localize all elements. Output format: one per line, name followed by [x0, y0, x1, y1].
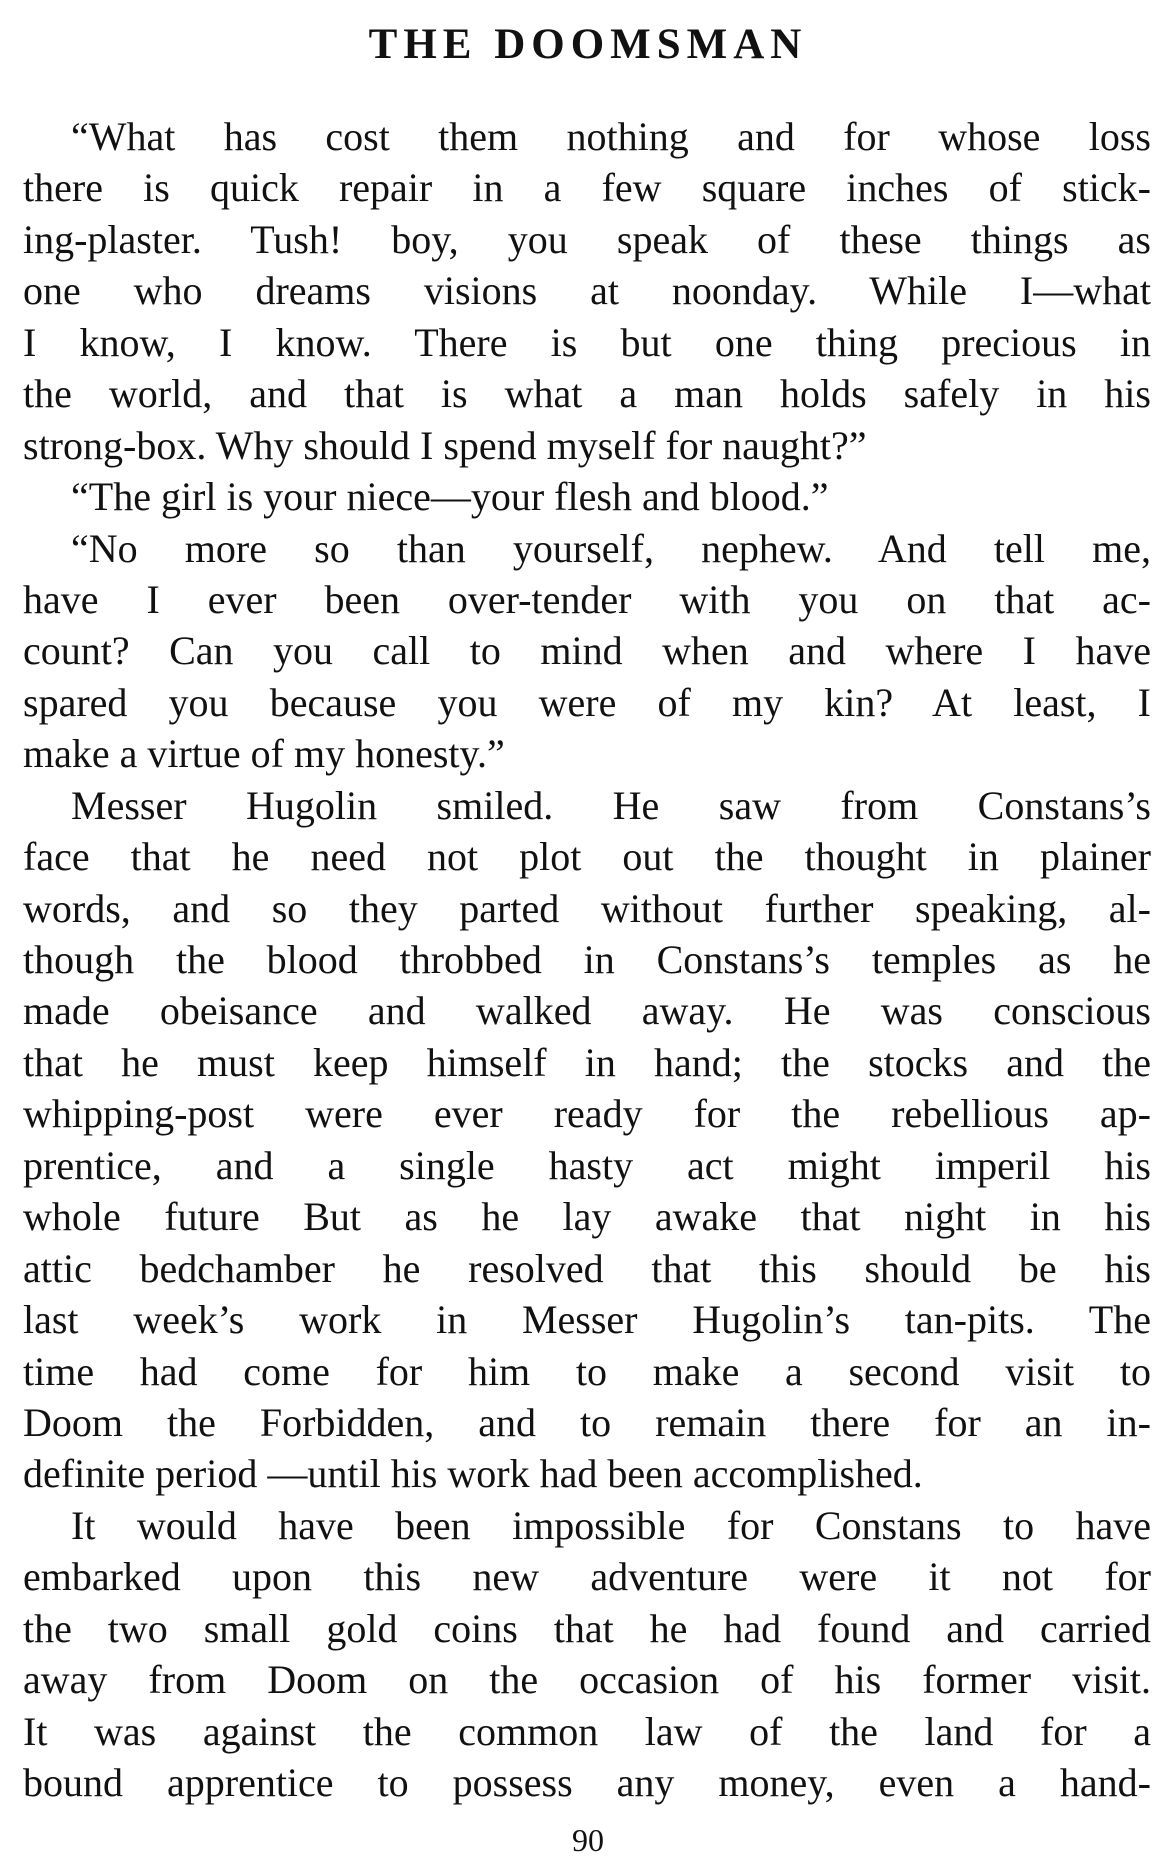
text-line: last week’s work in Messer Hugolin’s tan-pits. The — [23, 1297, 1151, 1343]
text-line: time had come for him to make a second visit to — [23, 1348, 1151, 1394]
text-line: there is quick repair in a few square inches of stick- — [23, 165, 1151, 211]
text-line: face that he need not plot out the thought in plainer — [23, 834, 1151, 880]
text-line: made obeisance and walked away. He was conscious — [23, 988, 1151, 1034]
text-line: Messer Hugolin smiled. He saw from Constans’s — [71, 782, 1151, 828]
text-line: have I ever been over-tender with you on that ac- — [23, 576, 1151, 622]
text-line: the world, and that is what a man holds safely in his — [23, 371, 1151, 417]
text-line: attic bedchamber he resolved that this should be his — [23, 1245, 1151, 1291]
text-line: one who dreams visions at noonday. While I—what — [23, 268, 1151, 314]
text-line: “No more so than yourself, nephew. And tell me, — [71, 525, 1151, 571]
page-body-text — [23, 111, 1151, 1808]
text-line: spared you because you were of my kin? At least, I — [23, 679, 1151, 725]
text-line: definite period —until his work had been accomplished. — [23, 1451, 923, 1497]
text-line: words, and so they parted without further speaking, al- — [23, 885, 1151, 931]
text-line: It was against the common law of the land for a — [23, 1708, 1151, 1754]
text-line: bound apprentice to possess any money, even a hand- — [23, 1760, 1151, 1805]
text-line: the two small gold coins that he had found and carried — [23, 1605, 1151, 1651]
text-line: though the blood throbbed in Constans’s temples as he — [23, 937, 1151, 982]
text-line: count? Can you call to mind when and where I have — [23, 628, 1151, 674]
text-line: whipping-post were ever ready for the rebellious ap- — [23, 1091, 1151, 1137]
text-line: “What has cost them nothing and for whose loss — [71, 114, 1151, 159]
text-line: “The girl is your niece—your flesh and blood.” — [71, 474, 829, 520]
running-header: THE DOOMSMAN — [368, 21, 808, 68]
text-line: make a virtue of my honesty.” — [23, 731, 505, 777]
text-line: strong-box. Why should I spend myself for naught?” — [23, 422, 867, 468]
text-line: that he must keep himself in hand; the stocks and the — [23, 1039, 1151, 1085]
text-line: I know, I know. There is but one thing precious in — [23, 319, 1151, 365]
text-line: It would have been impossible for Constans to have — [71, 1502, 1151, 1548]
text-line: prentice, and a single hasty act might imperil his — [23, 1142, 1151, 1188]
page-number: 90 — [572, 1822, 604, 1858]
text-line: Doom the Forbidden, and to remain there for an in- — [23, 1399, 1151, 1445]
text-line: away from Doom on the occasion of his former visit. — [23, 1657, 1151, 1703]
text-line: ing-plaster. Tush! boy, you speak of these things as — [23, 216, 1151, 262]
text-line: whole future But as he lay awake that night in his — [23, 1194, 1151, 1240]
text-line: embarked upon this new adventure were it not for — [23, 1554, 1151, 1600]
